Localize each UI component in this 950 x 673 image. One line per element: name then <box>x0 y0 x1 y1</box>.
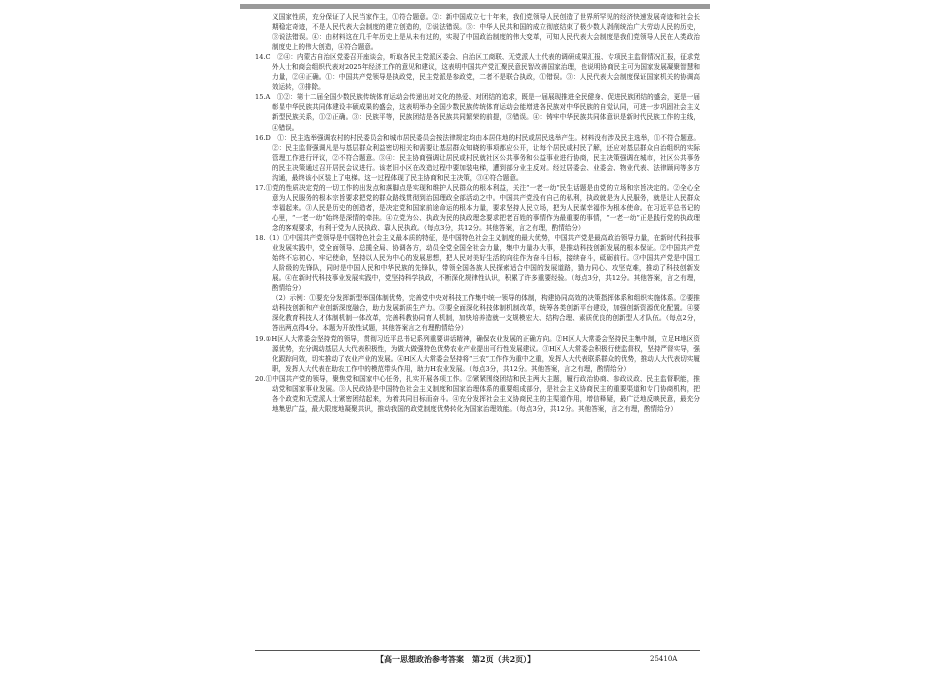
answer-item-16: 16.D ①：民主选举强调农村的村民委员会和城市居民委员会按法律规定均由本居住地的村民或居民选举产生。材料没有涉及民主选举，①不符合题意。②：民主监督强调凡是与基层群众利益密切相关和需要让基层群众知晓的事项都应公开，让每个居民或村民了解，还应对基层群众自治组织的实际管理工作进行评议，②不符合题意。③④：民主协商强调让居民或村民就社区公共事务和公益事业进行协商，民主决策强调在城市，社区公共事务的民主决策通过召开居民会议进行。该老旧小区在改造过程中要加装电梯，遭到部分业主反对。经过居委会、业委会、物业代表、法律顾问等多方沟通，最终该小区装上了电梯。这一过程体现了民主协商和民主决策，③④符合题意。 <box>255 133 700 182</box>
answer-item-19: 19.①H区人大常委会坚持党的领导，贯彻习近平总书记系列重要讲话精神，确保农业发展的正确方向。②H区人大常委会坚持民主集中制，立足H地区资源优势，充分调动基层人大代表积极性，为做大做强特色优势农业产业提出可行性发展建议。③H区人大常委会积极行使监督权，坚持严督实导，强化跟踪问效，切实推动了农业产业的发展。④H区人大常委会坚持将“三农”工作作为重中之重，发挥人大代表联系群众的优势，推动人大代表切实履职，发挥人大代表在助农工作中的模范带头作用，助力H农业发展。（每点3分，共12分。其他答案，言之有理，酌情给分） <box>255 334 700 373</box>
answer-content <box>255 12 700 414</box>
header-rule <box>240 4 710 9</box>
answer-item-20: 20.①中国共产党的领导，聚焦党和国家中心任务，扎实开展各项工作。②紧紧围绕团结和民主两大主题，履行政治协商、参政议政、民主监督职能，推动党和国家事业发展。③人民政协是中国特色社会主义制度和国家治理体系的重要组成部分，是社会主义协商民主的重要渠道和专门协商机构，把各个政党和无党派人士紧密团结起来，为着共同目标而奋斗。④充分发挥社会主义协商民主的主渠道作用，增信释疑，最广泛地反映民意，最充分地集思广益，最大限度地凝聚共识，推动我国的政党制度优势转化为国家治理效能。（每点3分，共12分。其他答案，言之有理，酌情给分） <box>255 374 700 413</box>
footer-rule <box>255 650 700 651</box>
answer-item-17: 17.①党的性质决定党的一切工作的出发点和落脚点是实现和维护人民群众的根本利益，关注“一老一幼”民生话题是由党的立场和宗旨决定的。②全心全意为人民服务的根本宗旨要求把党的群众路线贯彻到治国理政全部活动之中。中国共产党没有自己的私利，执政就是为人民服务，就是让人民群众幸福起来。③人民是历史的创造者，是决定党和国家前途命运的根本力量，要求坚持人民立场，把为人民谋幸福作为根本使命。在习近平总书记的心里，“一老一幼”始终是深情的牵挂。④立党为公、执政为民的执政理念要求把老百姓的事情作为最重要的事情，“一老一幼”正是践行党的执政理念的客观要求，有利于党为人民执政、靠人民执政。（每点3分，共12分。其他答案，言之有理，酌情给分） <box>255 183 700 232</box>
answer-item-15: 15.A ①②：第十二届全国少数民族传统体育运动会传递出对文化的热爱、对团结的追求，既是一届展现推进全民健身、促进民族团结的盛会，更是一届彰显中华民族共同体建设丰硕成果的盛会，这表明举办全国少数民族传统体育运动会能增进各民族对中华民族的自觉认同，可进一步巩固社会主义新型民族关系，①②正确。③：民族平等，民族团结是各民族共同繁荣的前提，③错误。④：铸牢中华民族共同体意识是新时代民族工作的主线，④错误。 <box>255 93 700 132</box>
answer-paragraph: 义国家性质，充分保证了人民当家作主，①符合题意。②：新中国成立七十年来，我们党领导人民创造了世界所罕见的经济快速发展奇迹和社会长期稳定奇迹，不是人民代表大会制度的建立创造的，②说法错误。③：中华人民共和国的成立彻底结束了极少数人剥削统治广大劳动人民的历史，③说法错误。④：由材料这在几千年历史上是从未有过的，实现了中国政治制度的伟大变革，可知人民代表大会制度是我们党领导人民在人类政治制度史上的伟大创造，④符合题意。 <box>272 13 700 52</box>
answer-item-18-1: 18.（1）①中国共产党领导是中国特色社会主义最本质的特征，是中国特色社会主义制度的最大优势，中国共产党是最高政治领导力量，在新时代科技事业发展实践中，党全面领导、总揽全局、协调各方，动员全党全国全社会力量，集中力量办大事，是推动科技创新发展的根本保证。②中国共产党始终不忘初心、牢记使命，坚持以人民为中心的发展思想，把人民对美好生活的向往作为奋斗目标，接续奋斗，砥砺前行。③中国共产党是中国工人阶级的先锋队，同时是中国人民和中华民族的先锋队，带领全国各族人民探索适合中国的发展道路，勠力同心、攻坚克难，推动了科技创新发展。④在新时代科技事业发展实践中，党坚持科学执政，不断深化规律性认识，积累了许多重要经验。（每点3分，共12分。其他答案，言之有理，酌情给分） <box>255 234 700 293</box>
answer-item-14: 14.C ②④：内蒙古自治区党委召开座谈会，听取各民主党派区委会、自治区工商联、无党派人士代表的调研成果汇报、专项民主监督情况汇报，征求党外人士和商会组织代表对2025年经济工作的意见和建议，这表明中国共产党汇聚民意民智改善国家治理，也说明协商民主可为国家发展凝聚智慧和力量，②④正确。①：中国共产党领导是执政党，民主党派是参政党，二者不是联合执政，①错误。③：人民代表大会制度保证国家机关的协调高效运转，③排除。 <box>255 53 700 92</box>
footer-page-label: 【高一思想政治参考答案 第2页（共2页）】 <box>376 654 536 664</box>
answer-item-18-2: （2）示例：①要充分发挥新型举国体制优势，完善党中央对科技工作集中统一领导的体制，构建协同高效的决策指挥体系和组织实施体系。②要推动科技创新和产业创新深度融合，助力发展新质生产力。③要全面深化科技体制机制改革，统筹各类创新平台建设，加强创新资源优化配置。④要深化教育科技人才体制机制一体改革，完善科教协同育人机制，加快培养造就一支规模宏大、结构合理、素质优良的创新型人才队伍。（每点2分，答出两点得4分。本题为开放性试题，其他答案言之有理酌情给分） <box>272 294 700 333</box>
footer-doc-code: 25410A <box>650 655 678 663</box>
